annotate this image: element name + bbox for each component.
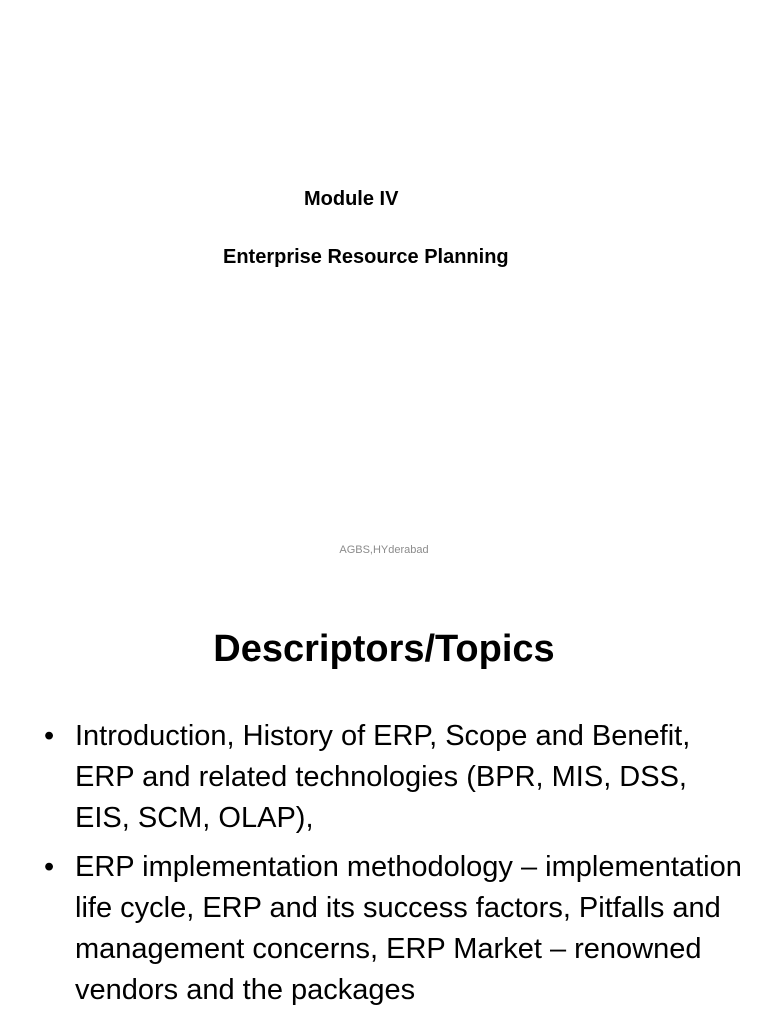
bullet-dot-icon: • <box>44 720 55 752</box>
slide-heading: Descriptors/Topics <box>213 628 555 670</box>
module-subtitle: Enterprise Resource Planning <box>223 246 509 268</box>
bullet-dot-icon: • <box>44 851 55 883</box>
slide-topics <box>0 578 768 1024</box>
bullet-text: ERP implementation methodology – implementation life cycle, ERP and its success factors, Pitfalls and management concerns, ERP Market – renowned vendors and the packages <box>75 851 742 1006</box>
module-title: Module IV <box>304 188 399 210</box>
bullet-item <box>44 716 744 839</box>
bullet-list <box>44 716 744 1019</box>
slide-footer: AGBS,HYderabad <box>339 544 429 556</box>
bullet-item <box>44 847 744 1011</box>
bullet-text: Introduction, History of ERP, Scope and Benefit, ERP and related technologies (BPR, MIS, DSS, EIS, SCM, OLAP), <box>75 720 691 834</box>
